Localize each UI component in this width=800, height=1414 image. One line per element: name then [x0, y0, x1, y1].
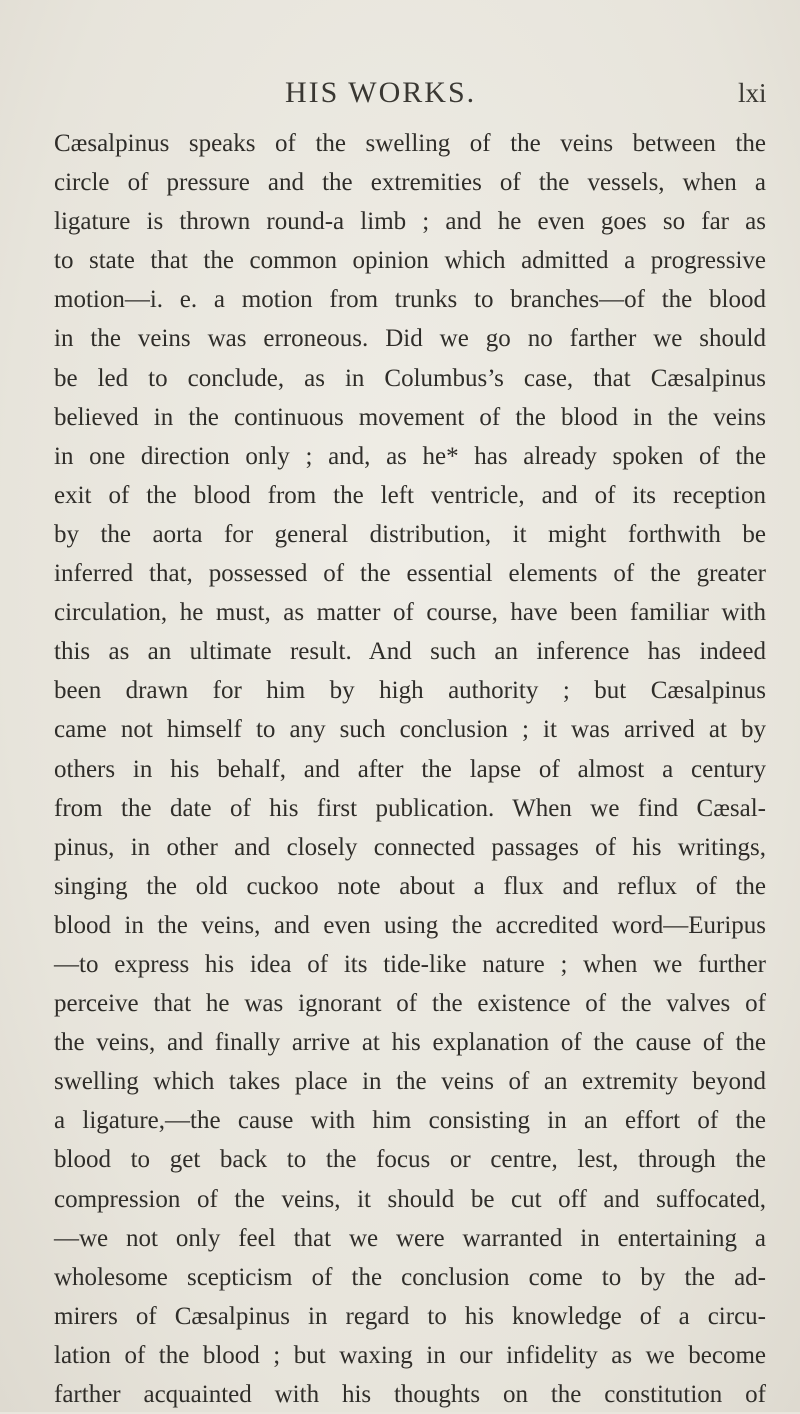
text-line: ligature is thrown round-a limb ; and he even goes so far as [54, 208, 766, 236]
text-line: believed in the continuous movement of the blood in the veins [54, 403, 766, 431]
text-line: from the date of his first publication. When we find Cæsal- [54, 794, 766, 822]
text-line: to state that the common opinion which admitted a progressive [54, 247, 766, 275]
text-line: been drawn for him by high authority ; but Cæsalpinus [54, 677, 766, 705]
text-line: the veins, and finally arrive at his explanation of the cause of the [54, 1029, 766, 1057]
text-line: —to express his idea of its tide-like nature ; when we further [54, 950, 766, 978]
text-line: exit of the blood from the left ventricle, and of its reception [54, 481, 766, 509]
text-line: blood to get back to the focus or centre, lest, through the [54, 1146, 766, 1174]
text-line: by the aorta for general distribution, it might forthwith be [54, 520, 766, 548]
text-line: in one direction only ; and, as he* has already spoken of the [54, 442, 766, 470]
text-line: compression of the veins, it should be cut off and suffocated, [54, 1185, 766, 1213]
text-line: this as an ultimate result. And such an inference has indeed [54, 638, 766, 666]
text-line: be led to conclude, as in Columbus’s case, that Cæsalpinus [54, 364, 766, 392]
text-line: circulation, he must, as matter of course, have been familiar with [54, 599, 766, 627]
text-line: a ligature,—the cause with him consisting in an effort of the [54, 1107, 766, 1135]
text-line: Cæsalpinus speaks of the swelling of the veins between the [54, 130, 766, 157]
text-line: came not himself to any such conclusion ; it was arrived at by [54, 716, 766, 744]
text-line: inferred that, possessed of the essential elements of the greater [54, 560, 766, 588]
page-number: lxi [738, 78, 767, 108]
text-line: blood in the veins, and even using the accredited word—Euripus [54, 911, 766, 939]
running-header [0, 76, 800, 116]
text-line: mirers of Cæsalpinus in regard to his knowledge of a circu- [54, 1302, 766, 1330]
text-line: lation of the blood ; but waxing in our infidelity as we become [54, 1341, 766, 1369]
text-line: circle of pressure and the extremities of the vessels, when a [54, 169, 766, 197]
text-line: wholesome scepticism of the conclusion come to by the ad- [54, 1263, 766, 1291]
text-line: swelling which takes place in the veins of an extremity beyond [54, 1068, 766, 1096]
text-line: in the veins was erroneous. Did we go no farther we should [54, 325, 766, 353]
text-line: others in his behalf, and after the lapse of almost a century [54, 755, 766, 783]
running-title: HIS WORKS. [285, 76, 477, 109]
text-line: perceive that he was ignorant of the existence of the valves of [54, 990, 766, 1018]
body-text [54, 124, 766, 1414]
text-line: motion—i. e. a motion from trunks to branches—of the blood [54, 286, 766, 314]
text-line: farther acquainted with his thoughts on the constitution of [54, 1381, 766, 1408]
text-line: pinus, in other and closely connected passages of his writings, [54, 833, 766, 861]
text-line: —we not only feel that we were warranted in entertaining a [54, 1224, 766, 1252]
text-line: singing the old cuckoo note about a flux and reflux of the [54, 872, 766, 900]
